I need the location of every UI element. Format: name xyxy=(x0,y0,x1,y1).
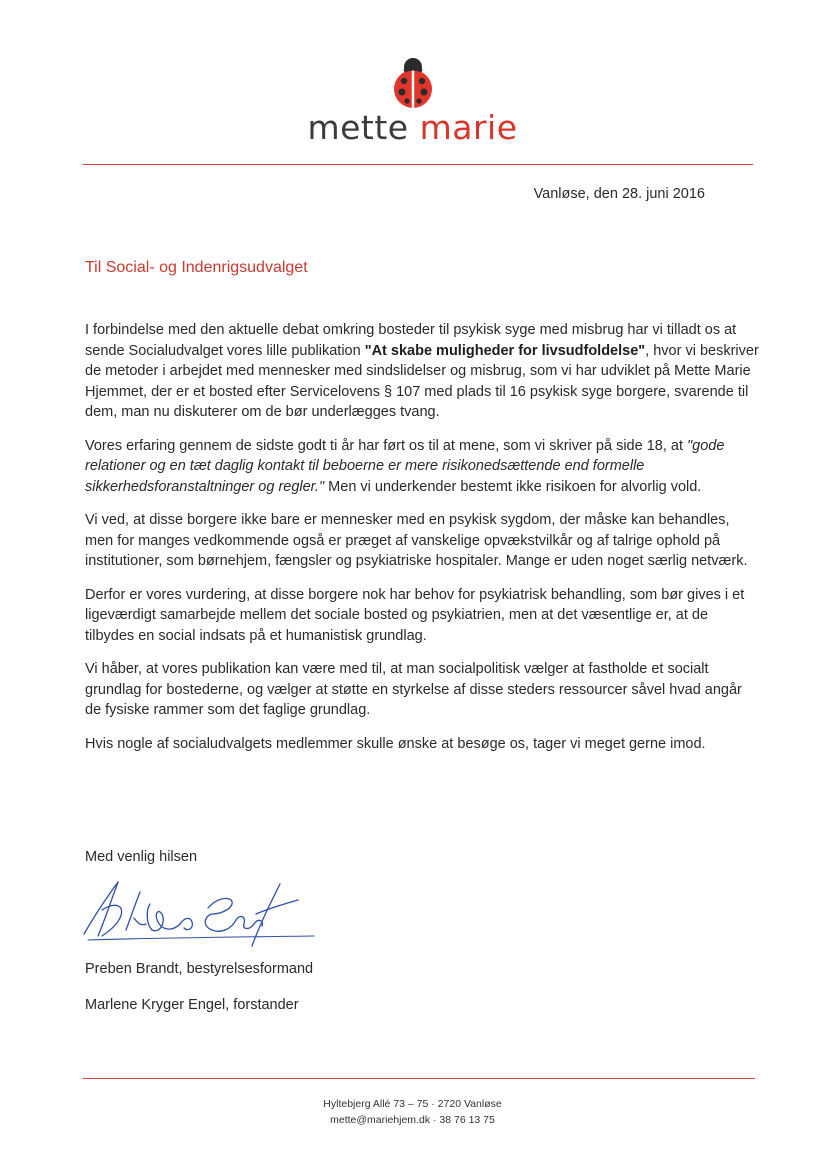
signer-manager: Marlene Kryger Engel, forstander xyxy=(85,997,299,1013)
closing-salutation: Med venlig hilsen xyxy=(85,849,198,865)
paragraph-1 xyxy=(85,320,760,423)
paragraph-2-text-b: Men vi underkender bestemt ikke risikoen for alvorlig vold. xyxy=(324,478,702,495)
handwritten-signature xyxy=(80,874,320,950)
brand-word-mette: mette xyxy=(307,108,409,147)
footer xyxy=(0,1096,825,1128)
header-divider xyxy=(83,164,753,165)
brand-word-marie: marie xyxy=(419,108,518,147)
paragraph-2 xyxy=(85,436,760,498)
quote: "gode relationer og en tæt daglig kontakt til beboerne er mere risikonedsættende end formelle sikkerhedsforanstaltninger og regler." xyxy=(85,437,725,495)
paragraph-3: Vi ved, at disse borgere ikke bare er mennesker med en psykisk sygdom, der måske kan behandles, men for manges vedkommende også er præget af vanskelige opvækstvilkår og af talrige ophold på institutioner, som børnehjem, fængsler og psykiatriske hospitaler. Mange er uden noget særlig netværk. xyxy=(85,512,748,569)
letterhead-logo xyxy=(0,52,825,148)
letter-body xyxy=(85,320,760,767)
paragraph-5: Vi håber, at vores publikation kan være med til, at man socialpolitisk vælger at fastholde et socialt grundlag for bostederne, og vælger at støtte en styrkelse af disse steders ressourcer såvel hvad angår de fysiske rammer som det faglige grundlag. xyxy=(85,661,742,718)
paragraph-2-text-a: Vores erfaring gennem de sidste godt ti år har ført os til at mene, som vi skriver på side 18, at xyxy=(85,437,688,454)
paragraph-1-text-a: I forbindelse med den aktuelle debat omkring bosteder til psykisk syge med misbrug har vi tilladt os at sende Socialudvalget vores lille publikation xyxy=(85,322,737,359)
ladybug-icon xyxy=(390,52,436,110)
brand-wordmark xyxy=(0,108,825,148)
footer-divider xyxy=(83,1078,755,1079)
recipient-heading: Til Social- og Indenrigsudvalget xyxy=(85,259,308,276)
signer-chairman: Preben Brandt, bestyrelsesformand xyxy=(85,961,314,977)
footer-address: Hyltebjerg Allé 73 – 75 · 2720 Vanløse xyxy=(323,1098,502,1110)
paragraph-1-text-b: , hvor vi beskriver de metoder i arbejdet med mennesker med sindslidelser og misbrug, som vi har udviklet på Mette Marie Hjemmet, der er et bosted efter Servicelovens § 107 med plads til 16 psykisk syge borgere, svarende til dem, man nu diskuterer om de bør underlægges tvang. xyxy=(85,342,759,420)
letter-date: Vanløse, den 28. juni 2016 xyxy=(533,186,705,202)
paragraph-6: Hvis nogle af socialudvalgets medlemmer skulle ønske at besøge os, tager vi meget gerne imod. xyxy=(85,735,706,752)
paragraph-4: Derfor er vores vurdering, at disse borgere nok har behov for psykiatrisk behandling, som bør gives i et ligeværdigt samarbejde mellem det sociale bosted og psykiatrien, men at det væsentlige er, at de tilbydes en social indsats på et humanistisk grundlag. xyxy=(85,586,745,644)
footer-contact: mette@mariehjem.dk · 38 76 13 75 xyxy=(330,1114,495,1126)
publication-title: "At skabe muligheder for livsudfoldelse" xyxy=(364,342,646,359)
